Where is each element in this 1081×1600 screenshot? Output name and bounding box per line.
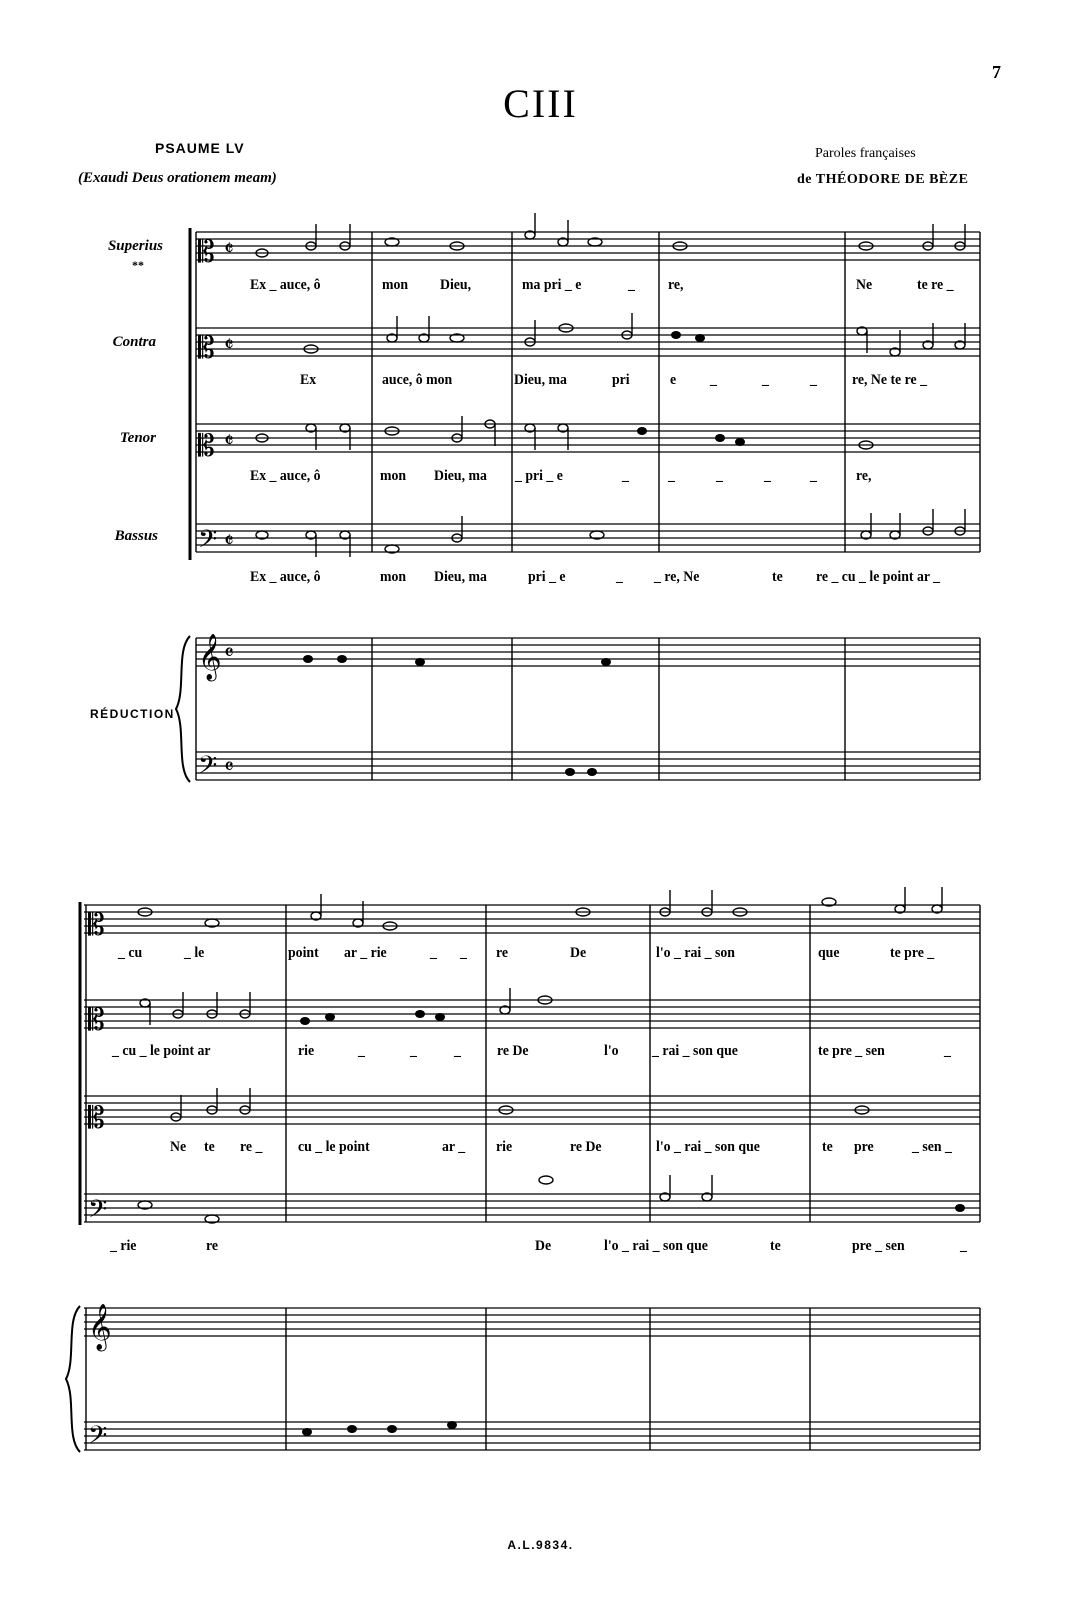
lyric-syllable: Dieu, ma <box>434 468 487 484</box>
lyric-syllable: mon <box>380 569 407 585</box>
page-number: 7 <box>992 62 1001 82</box>
c-clef-icon: 𝄡 <box>198 235 215 270</box>
common-time-icon: 𝄴 <box>224 641 234 666</box>
lyric-syllable: que <box>818 945 840 961</box>
cut-time-icon: 𝄵 <box>224 429 234 454</box>
lyric-syllable: re, <box>856 468 872 484</box>
lyric-syllable: Dieu, <box>440 277 472 293</box>
lyric-syllable: auce, ô mon <box>382 372 453 388</box>
lyric-syllable: De <box>535 1238 552 1254</box>
credits-line1: Paroles françaises <box>815 146 916 161</box>
lyric-syllable: re De <box>570 1139 602 1155</box>
staff-reduction-bass-2 <box>84 1422 980 1450</box>
lyric-syllable: te <box>204 1139 215 1155</box>
lyric-syllable: l'o _ rai _ son que <box>604 1238 708 1254</box>
lyric-syllable: ar _ rie <box>344 945 387 961</box>
lyric-syllable: pre _ sen <box>852 1238 905 1254</box>
psalm-subtitle: (Exaudi Deus orationem meam) <box>78 170 277 186</box>
lyric-syllable: rie <box>496 1139 513 1155</box>
staff-contra-2 <box>84 1000 980 1028</box>
lyric-syllable: _ <box>710 372 717 388</box>
g-clef-icon: 𝄞 <box>88 1304 112 1350</box>
lyric-syllable: te <box>772 569 783 585</box>
staff-contra-1 <box>196 328 980 356</box>
f-clef-icon: 𝄢 <box>88 1195 108 1230</box>
lyric-syllable: _ rie <box>110 1238 137 1254</box>
lyric-syllable: re <box>206 1238 219 1254</box>
lyric-syllable: re _ cu _ le point ar _ <box>816 569 941 585</box>
lyric-syllable: _ <box>810 372 817 388</box>
lyric-syllable: Ex _ auce, ô <box>250 468 321 484</box>
lyric-syllable: _ <box>668 468 675 484</box>
staff-superius-1 <box>196 232 980 260</box>
voice-name-superius: Superius <box>107 238 163 254</box>
c-clef-icon: 𝄡 <box>198 429 215 464</box>
lyric-syllable: pri <box>612 372 630 388</box>
psalm-label: PSAUME LV <box>155 140 245 156</box>
lyric-syllable: Dieu, ma <box>514 372 567 388</box>
lyric-syllable: _ le <box>184 945 205 961</box>
lyric-syllable: _ <box>622 468 629 484</box>
lyric-syllable: _ re, Ne <box>654 569 700 585</box>
lyric-syllable: ar _ <box>442 1139 466 1155</box>
staff-reduction-treble-2 <box>84 1308 980 1336</box>
superius-footnote-mark: ** <box>132 258 144 272</box>
lyric-syllable: re De <box>497 1043 529 1059</box>
lyric-syllable: _ <box>716 468 723 484</box>
lyric-syllable: _ <box>460 945 467 961</box>
barlines <box>80 228 980 1450</box>
lyric-syllable: l'o _ rai _ son que <box>656 1139 760 1155</box>
reduction-label: RÉDUCTION <box>90 707 175 721</box>
lyric-syllable: te re _ <box>917 277 954 293</box>
c-clef-icon: 𝄡 <box>88 908 105 943</box>
lyric-syllable: ma pri _ e <box>522 277 582 293</box>
footer-catalog-code: A.L.9834. <box>507 1538 574 1552</box>
clefs <box>88 235 234 1456</box>
lyric-syllable: _ <box>358 1043 365 1059</box>
lyric-syllable: _ rai _ son que <box>652 1043 738 1059</box>
g-clef-icon: 𝄞 <box>198 634 222 680</box>
lyric-syllable: te pre _ sen <box>818 1043 885 1059</box>
lyric-syllable: pre <box>854 1139 874 1155</box>
lyric-syllable: rie <box>298 1043 315 1059</box>
lyric-syllable: _ <box>410 1043 417 1059</box>
cut-time-icon: 𝄵 <box>224 237 234 262</box>
lyric-syllable: _ <box>764 468 771 484</box>
f-clef-icon: 𝄢 <box>198 751 218 786</box>
filled-notes-system-1 <box>303 331 745 776</box>
c-clef-icon: 𝄡 <box>88 1003 105 1038</box>
common-time-icon: 𝄴 <box>224 755 234 780</box>
lyric-syllable: _ <box>944 1043 951 1059</box>
lyric-syllable: _ <box>454 1043 461 1059</box>
lyric-syllable: Ex _ auce, ô <box>250 277 321 293</box>
voice-name-tenor: Tenor <box>119 430 156 446</box>
lyric-syllable: pri _ e <box>528 569 566 585</box>
f-clef-icon: 𝄢 <box>88 1421 108 1456</box>
lyric-syllable: Ne <box>170 1139 187 1155</box>
cut-time-icon: 𝄵 <box>224 333 234 358</box>
lyric-syllable: _ <box>616 569 623 585</box>
c-clef-icon: 𝄡 <box>88 1101 105 1136</box>
credits-line2: de THÉODORE DE BÈZE <box>797 172 969 187</box>
lyric-syllable: _ cu _ le point ar <box>112 1043 211 1059</box>
staff-reduction-bass-1 <box>196 752 980 780</box>
lyric-syllable: te <box>770 1238 781 1254</box>
lyric-syllable: Ne <box>856 277 873 293</box>
voice-name-bassus: Bassus <box>114 528 158 544</box>
lyric-syllable: _ <box>960 1238 967 1254</box>
lyric-syllable: De <box>570 945 587 961</box>
lyric-syllable: mon <box>382 277 409 293</box>
lyric-syllable: l'o <box>604 1043 619 1059</box>
lyric-syllable: re _ <box>240 1139 263 1155</box>
lyric-syllable: re, <box>668 277 684 293</box>
lyric-syllable: re <box>496 945 509 961</box>
lyric-syllable: cu _ le point <box>298 1139 370 1155</box>
c-clef-icon: 𝄡 <box>198 331 215 366</box>
lyric-syllable: Ex _ auce, ô <box>250 569 321 585</box>
lyric-syllable: re, Ne te re _ <box>852 372 927 388</box>
lyric-syllable: _ cu <box>118 945 143 961</box>
lyric-syllable: te pre _ <box>890 945 935 961</box>
lyric-syllable: _ <box>810 468 817 484</box>
f-clef-icon: 𝄢 <box>198 525 218 560</box>
lyric-syllable: _ sen _ <box>912 1139 952 1155</box>
piece-title: CIII <box>503 81 578 126</box>
lyric-syllable: te <box>822 1139 833 1155</box>
lyric-syllable: e <box>670 372 677 388</box>
lyric-syllable: _ <box>628 277 635 293</box>
lyric-syllable: _ <box>762 372 769 388</box>
filled-notes-system-2 <box>300 1010 965 1436</box>
lyric-syllable: point <box>288 945 319 961</box>
staff-reduction-treble-1 <box>196 638 980 666</box>
voice-name-contra: Contra <box>112 334 156 350</box>
staff-superius-2 <box>84 905 980 933</box>
lyric-syllable: _ <box>430 945 437 961</box>
lyric-syllable: l'o _ rai _ son <box>656 945 735 961</box>
lyric-syllable: mon <box>380 468 407 484</box>
lyric-syllable: Ex <box>300 372 317 388</box>
lyric-syllable: _ pri _ e <box>515 468 563 484</box>
staff-tenor-2 <box>84 1096 980 1124</box>
lyric-syllable: Dieu, ma <box>434 569 487 585</box>
cut-time-icon: 𝄵 <box>224 529 234 554</box>
